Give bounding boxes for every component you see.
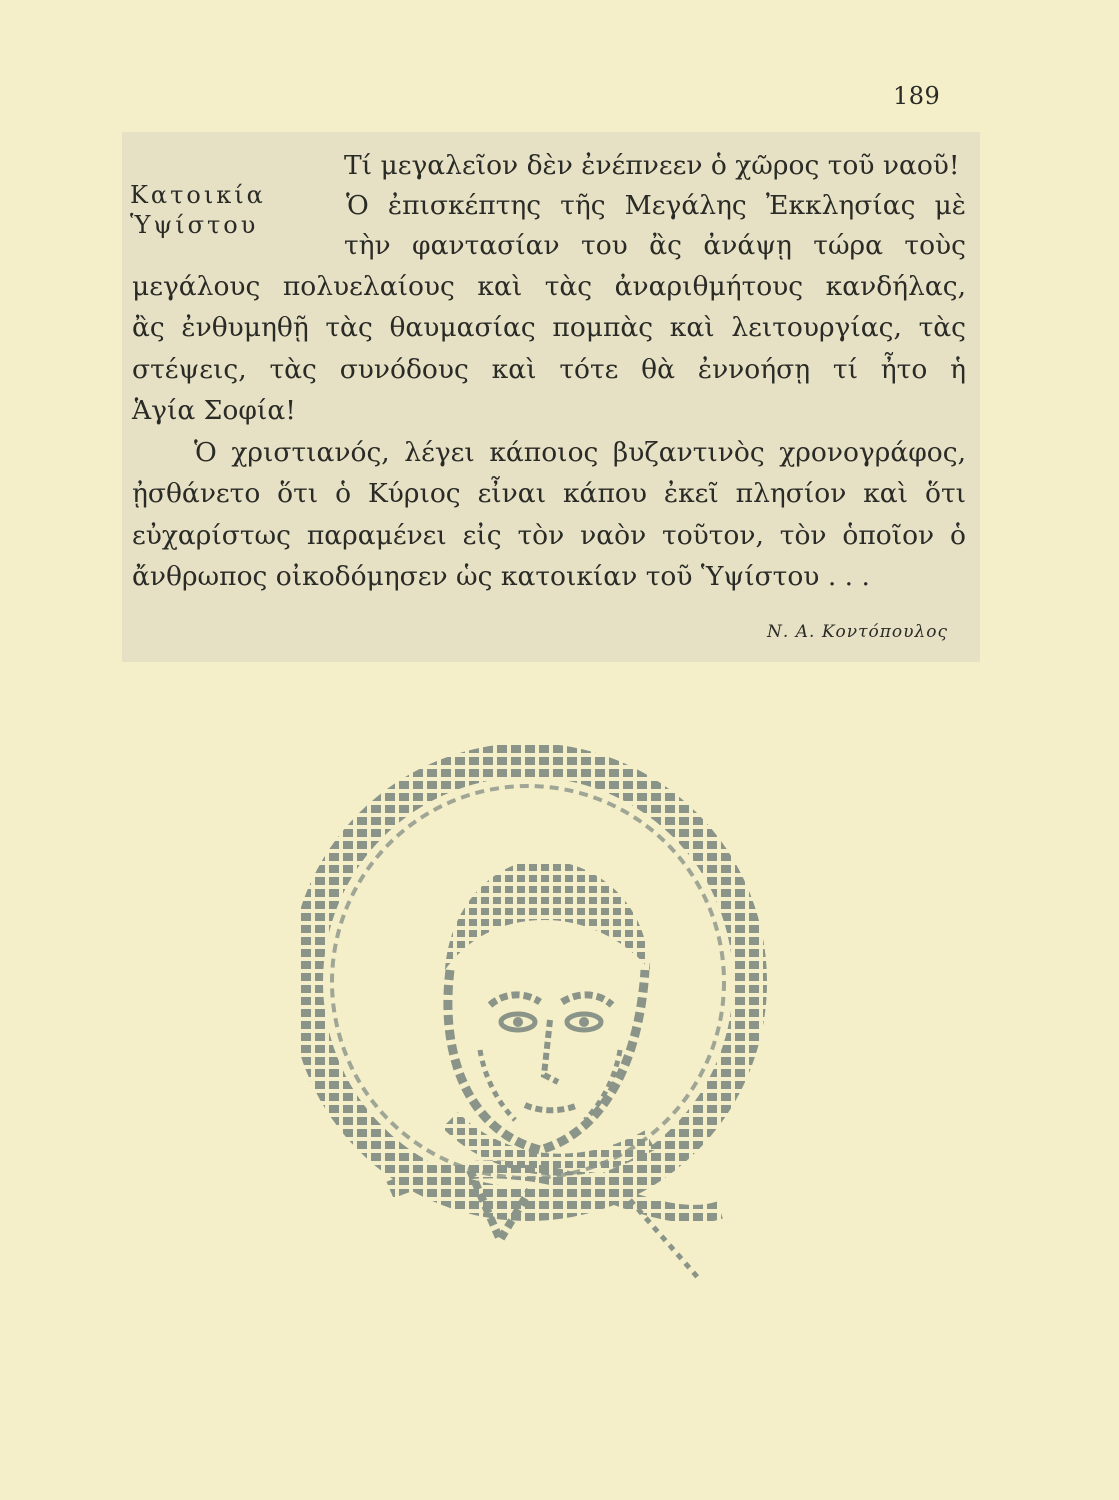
text-line: ἂς ἐνθυμηθῇ τὰς θαυμασίας πομπὰς καὶ λειτουργίας, τὰς	[132, 312, 966, 343]
text-line: στέψεις, τὰς συνόδους καὶ τότε θὰ ἐννοήσῃ τί ἦτο ἡ	[132, 354, 966, 385]
head-outline	[448, 970, 645, 1150]
author-signature: Ν. Α. Κοντόπουλος	[767, 622, 948, 642]
side-note-line: Κατοικία	[130, 181, 266, 209]
text-line: ᾐσθάνετο ὅτι ὁ Κύριος εἶναι κάπου ἐκεῖ πλησίον καὶ ὅτι	[132, 478, 966, 509]
halo-ring	[306, 760, 750, 1204]
text-panel	[122, 132, 980, 662]
page-number: 189	[893, 82, 941, 110]
text-line: Ἁγία Σοφία!	[132, 395, 296, 426]
text-line: τὴν φαντασίαν του ἂς ἀνάψῃ τώρα τοὺς	[344, 230, 966, 261]
hair-shape	[445, 860, 650, 970]
text-line: μεγάλους πολυελαίους καὶ τὰς ἀναριθμήτους κανδήλας,	[132, 271, 966, 302]
side-note-line: Ὑψίστου	[130, 211, 259, 239]
text-line: Ὁ ἐπισκέπτης τῆς Μεγάλης Ἐκκλησίας μὲ	[346, 190, 966, 221]
mosaic-christ-face-icon	[300, 720, 770, 1300]
text-line: εὐχαρίστως παραμένει εἰς τὸν ναὸν τοῦτον, τὸν ὁποῖον ὁ	[132, 520, 966, 551]
text-line: Ὁ χριστιανός, λέγει κάποιος βυζαντινὸς χρονογράφος,	[194, 437, 966, 468]
text-line: Τί μεγαλεῖον δὲν ἐνέπνεεν ὁ χῶρος τοῦ ναοῦ!	[344, 150, 960, 181]
text-line: ἄνθρωπος οἰκοδόμησεν ὡς κατοικίαν τοῦ Ὑψίστου . . .	[132, 561, 870, 592]
side-note	[130, 180, 266, 240]
